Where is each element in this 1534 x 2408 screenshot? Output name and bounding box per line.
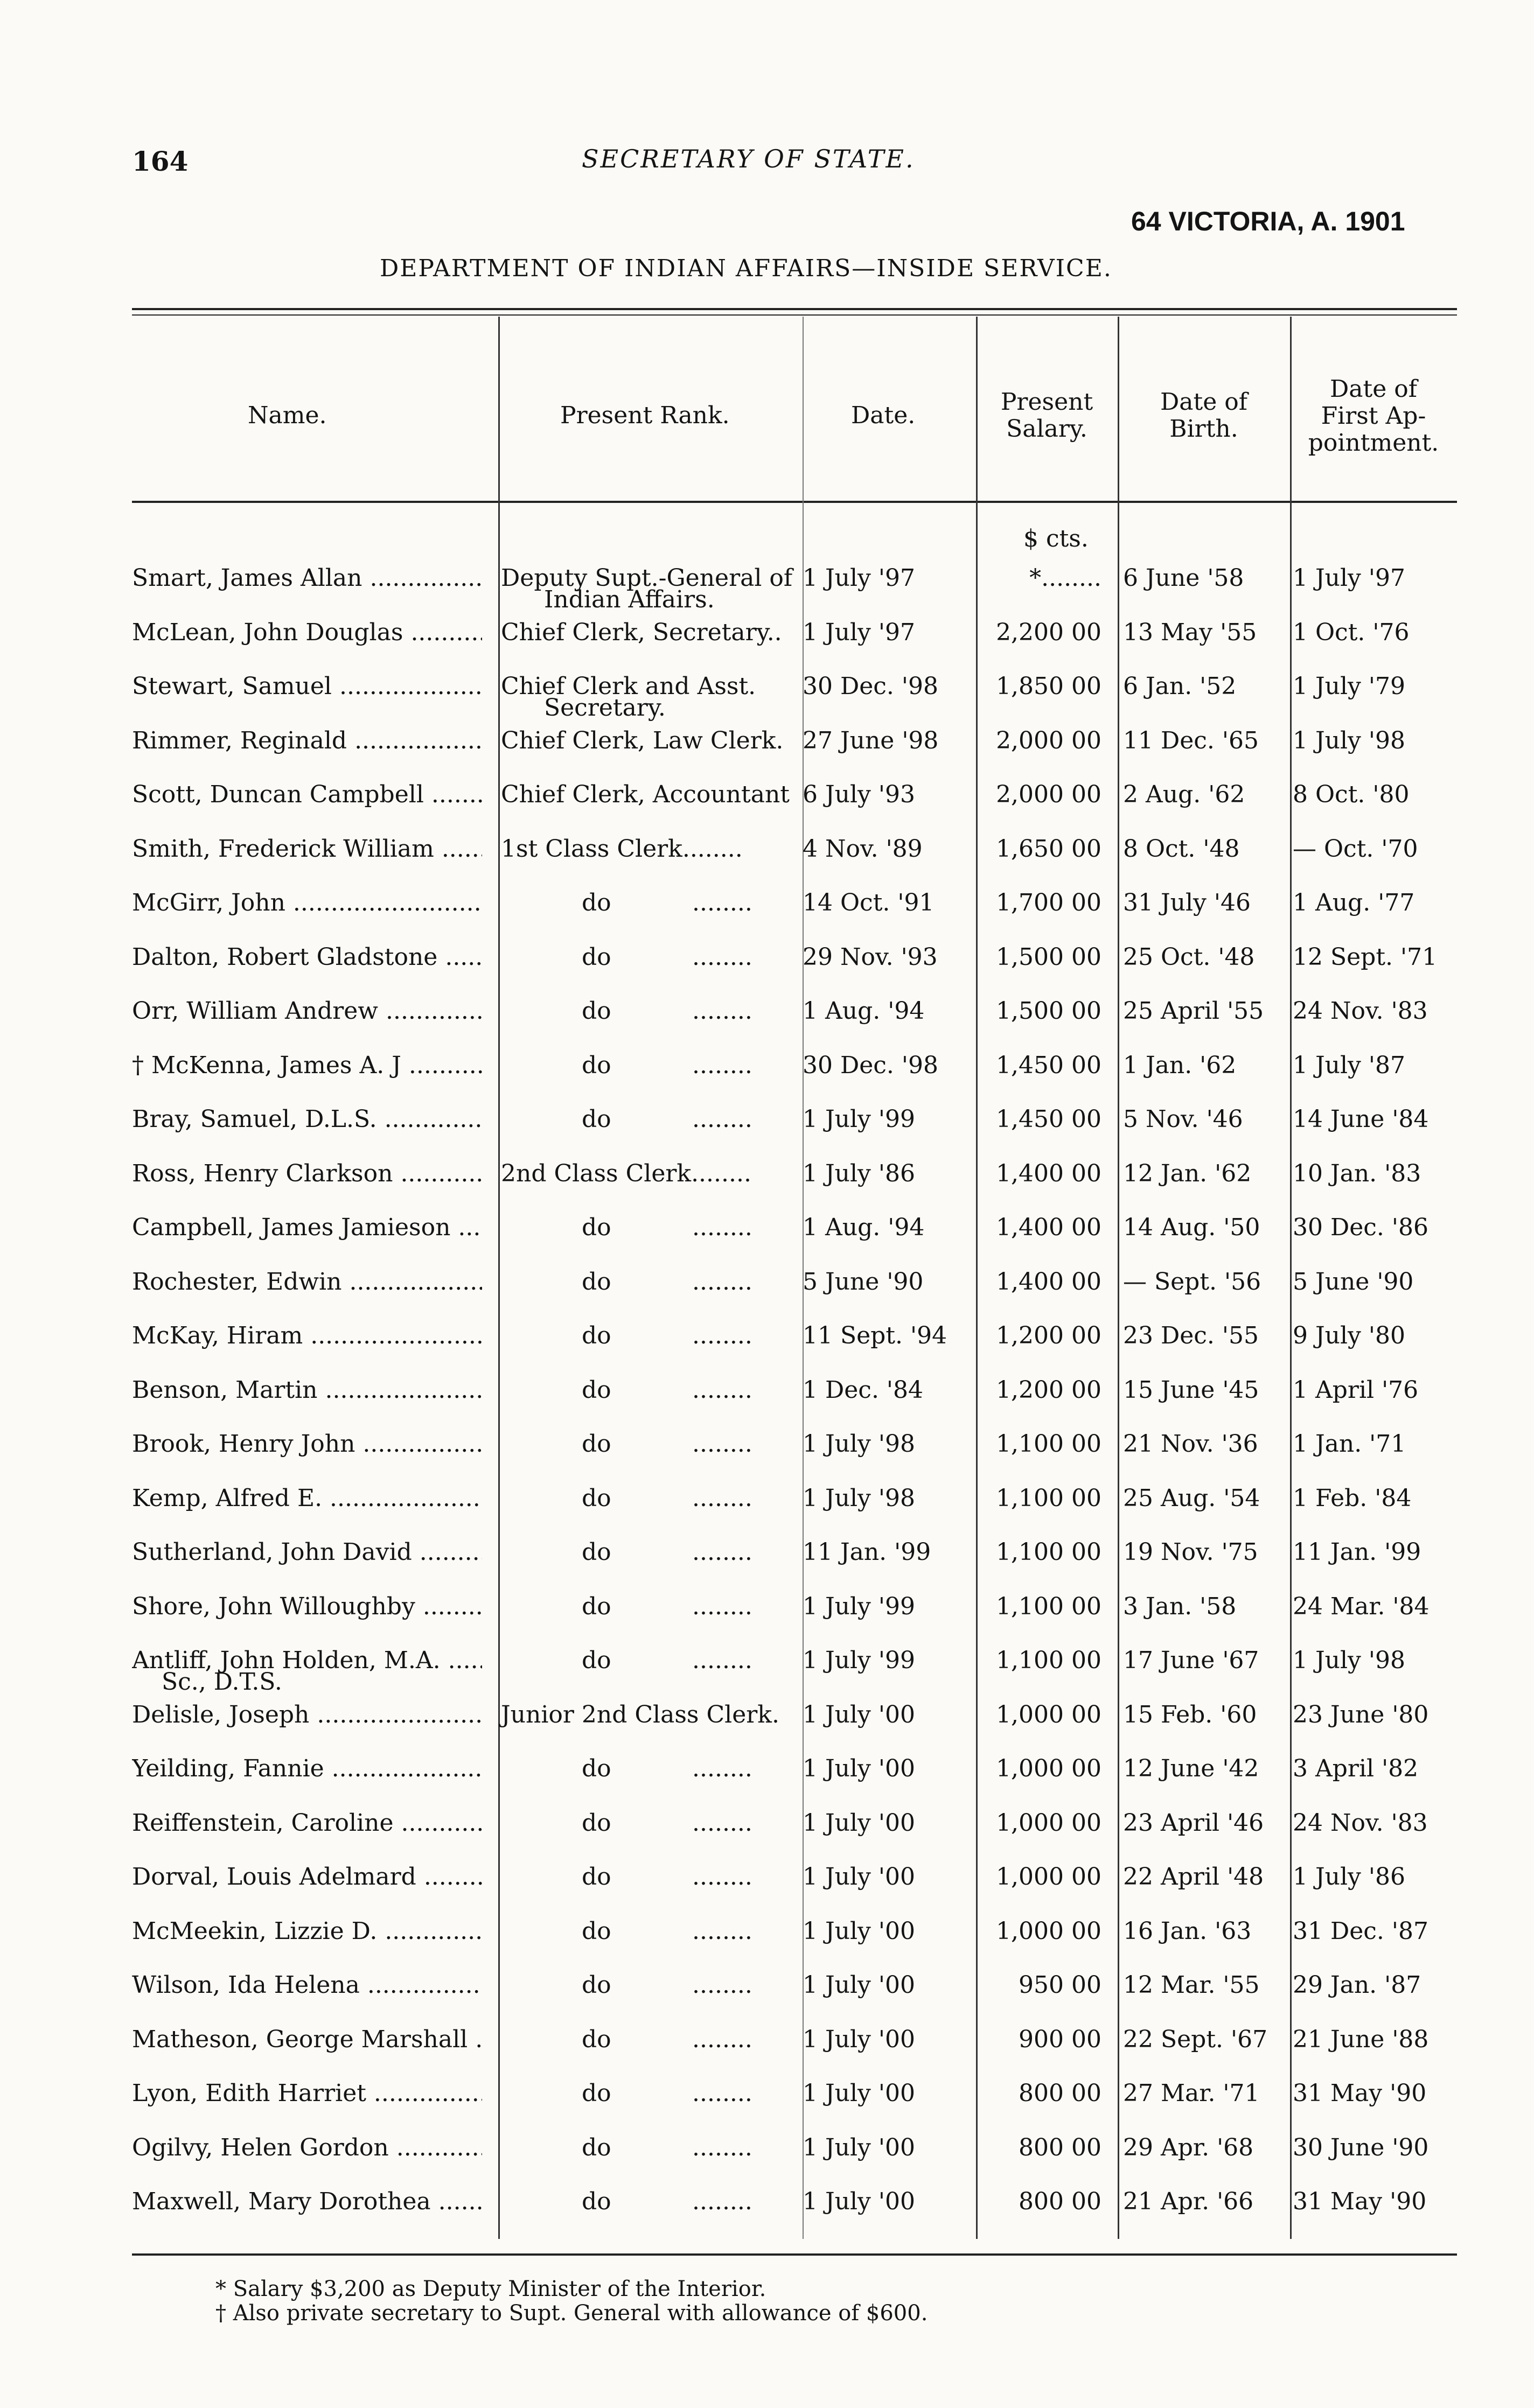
appointment-cell: 24 Nov. '83 — [1293, 1809, 1428, 1837]
birth-cell: 15 June '45 — [1123, 1376, 1259, 1404]
date-cell: 1 July '98 — [803, 1484, 915, 1512]
leader-dots: ........ — [692, 1214, 752, 1241]
birth-cell: 22 Sept. '67 — [1123, 2025, 1268, 2053]
leader-dots: ........ — [692, 889, 752, 916]
birth-cell: 5 Nov. '46 — [1123, 1105, 1243, 1133]
salary-cell: *........ — [1029, 564, 1101, 592]
salary-cell: 1,000 00 — [996, 1863, 1101, 1891]
salary-units: $ cts. — [1023, 525, 1089, 552]
name-cell: † McKenna, James A. J ..... — [132, 1052, 482, 1079]
appointment-cell: 24 Mar. '84 — [1293, 1592, 1430, 1620]
table-row — [0, 997, 1534, 1051]
birth-cell: 19 Nov. '75 — [1123, 1538, 1258, 1566]
birth-cell: 16 Jan. '63 — [1123, 1917, 1252, 1945]
date-cell: 1 July '00 — [803, 1755, 915, 1782]
table-row — [0, 619, 1534, 673]
date-cell: 1 July '00 — [803, 1917, 915, 1945]
rank-cell: do — [582, 1538, 611, 1566]
salary-cell: 1,000 00 — [996, 1755, 1101, 1782]
rank-cell: do — [582, 1809, 611, 1837]
leader-dots: ........ — [692, 1755, 752, 1782]
appointment-cell: 1 July '79 — [1293, 673, 1405, 700]
birth-cell: 29 Apr. '68 — [1123, 2133, 1254, 2161]
appointment-cell: 30 Dec. '86 — [1293, 1214, 1428, 1241]
leader-dots: ........ — [692, 1863, 752, 1891]
birth-cell: 25 April '55 — [1123, 997, 1264, 1025]
appointment-cell: 1 July '98 — [1293, 1647, 1405, 1674]
birth-cell: 27 Mar. '71 — [1123, 2080, 1260, 2107]
birth-cell: 31 July '46 — [1123, 889, 1251, 916]
rank-cell: do — [582, 943, 611, 971]
table-row — [0, 1160, 1534, 1214]
name-cell: Campbell, James Jamieson ..... — [132, 1214, 482, 1241]
appointment-cell: 31 May '90 — [1293, 2080, 1427, 2107]
leader-dots: ........ — [692, 1430, 752, 1458]
rank-cell: do — [582, 1484, 611, 1512]
table-row — [0, 564, 1534, 618]
name-cell: Orr, William Andrew ..... — [132, 997, 482, 1025]
date-cell: 1 July '99 — [803, 1592, 915, 1620]
name-cell: Smart, James Allan ..... — [132, 564, 482, 592]
table-row — [0, 835, 1534, 889]
appointment-cell: 3 April '82 — [1293, 1755, 1419, 1782]
salary-cell: 1,500 00 — [996, 997, 1101, 1025]
rank-cell: Chief Clerk, Law Clerk. — [501, 726, 784, 754]
birth-cell: 25 Aug. '54 — [1123, 1484, 1260, 1512]
table-row — [0, 943, 1534, 997]
salary-cell: 800 00 — [1019, 2133, 1101, 2161]
name-cell: McLean, John Douglas ..... — [132, 619, 482, 646]
header-appointment-line-1: Date of — [1330, 375, 1417, 403]
leader-dots: ........ — [692, 1322, 752, 1349]
header-name: Name. — [248, 402, 327, 429]
date-cell: 1 July '97 — [803, 564, 915, 592]
date-cell: 1 July '99 — [803, 1105, 915, 1133]
table-row — [0, 1430, 1534, 1484]
table-row — [0, 1052, 1534, 1105]
date-cell: 5 June '90 — [803, 1268, 924, 1296]
rank-cell: do — [582, 1971, 611, 1999]
date-cell: 1 July '00 — [803, 1971, 915, 1999]
table-row — [0, 1322, 1534, 1376]
rank-cell: 2nd Class Clerk........ — [501, 1159, 751, 1187]
birth-cell: — Sept. '56 — [1123, 1268, 1261, 1296]
name-cell: Delisle, Joseph ..... — [132, 1701, 482, 1728]
appointment-cell: 9 July '80 — [1293, 1322, 1405, 1349]
name-cell: Reiffenstein, Caroline ..... — [132, 1809, 482, 1837]
salary-cell: 1,450 00 — [996, 1051, 1101, 1079]
name-cell: Stewart, Samuel ..... — [132, 673, 482, 700]
birth-cell: 6 Jan. '52 — [1123, 673, 1237, 700]
name-cell: Sutherland, John David ..... — [132, 1538, 482, 1566]
birth-cell: 21 Nov. '36 — [1123, 1430, 1258, 1458]
rank-cell: do — [582, 1214, 611, 1241]
date-cell: 1 Aug. '94 — [803, 1214, 925, 1241]
appointment-cell: — Oct. '70 — [1293, 835, 1418, 863]
date-cell: 30 Dec. '98 — [803, 673, 938, 700]
leader-dots: ........ — [692, 1647, 752, 1674]
rank-cell: do — [582, 1863, 611, 1891]
table-row — [0, 727, 1534, 781]
leader-dots: ........ — [692, 1917, 752, 1945]
name-cell-continued: Sc., D.T.S. — [162, 1668, 282, 1696]
date-cell: 1 July '00 — [803, 2133, 915, 2161]
date-cell: 1 July '99 — [803, 1647, 915, 1674]
date-cell: 1 July '86 — [803, 1159, 915, 1187]
appointment-cell: 1 Feb. '84 — [1293, 1484, 1412, 1512]
rank-cell: do — [582, 2025, 611, 2053]
leader-dots: ........ — [692, 1376, 752, 1404]
table-row — [0, 2026, 1534, 2080]
date-cell: 6 July '93 — [803, 781, 915, 808]
leader-dots: ........ — [692, 2080, 752, 2107]
salary-cell: 1,400 00 — [996, 1268, 1101, 1296]
salary-cell: 1,000 00 — [996, 1809, 1101, 1837]
name-cell: Shore, John Willoughby ..... — [132, 1593, 482, 1620]
header-salary — [976, 389, 1118, 443]
rank-cell: do — [582, 1376, 611, 1404]
name-cell: Yeilding, Fannie ..... — [132, 1755, 482, 1782]
date-cell: 1 Aug. '94 — [803, 997, 925, 1025]
rank-cell: do — [582, 2133, 611, 2161]
rank-cell-continued: Indian Affairs. — [544, 586, 715, 613]
header-appointment-line-2: First Ap- — [1321, 402, 1426, 430]
leader-dots: ........ — [692, 1105, 752, 1133]
table-row — [0, 1376, 1534, 1430]
rank-cell: do — [582, 1051, 611, 1079]
rank-cell: Chief Clerk, Secretary.. — [501, 618, 782, 646]
date-cell: 1 July '00 — [803, 1809, 915, 1837]
rank-cell: do — [582, 1268, 611, 1296]
rank-cell: do — [582, 1430, 611, 1458]
appointment-cell: 11 Jan. '99 — [1293, 1538, 1421, 1566]
appointment-cell: 5 June '90 — [1293, 1268, 1414, 1296]
date-cell: 1 July '98 — [803, 1430, 915, 1458]
birth-cell: 8 Oct. '48 — [1123, 835, 1240, 863]
name-cell: Dorval, Louis Adelmard ..... — [132, 1863, 482, 1891]
date-cell: 11 Jan. '99 — [803, 1538, 931, 1566]
salary-cell: 1,100 00 — [996, 1647, 1101, 1674]
name-cell: Antliff, John Holden, M.A. ..... — [132, 1647, 482, 1674]
name-cell: McKay, Hiram ..... — [132, 1322, 482, 1349]
appointment-cell: 1 Jan. '71 — [1293, 1430, 1406, 1458]
appointment-cell: 24 Nov. '83 — [1293, 997, 1428, 1025]
table-row — [0, 1971, 1534, 2025]
rank-cell: do — [582, 1755, 611, 1782]
appointment-cell: 31 May '90 — [1293, 2188, 1427, 2215]
name-cell: Rochester, Edwin ..... — [132, 1268, 482, 1296]
salary-cell: 2,200 00 — [996, 618, 1101, 646]
table-row — [0, 1105, 1534, 1159]
page-number: 164 — [132, 145, 189, 177]
salary-cell: 1,850 00 — [996, 673, 1101, 700]
rank-cell: do — [582, 997, 611, 1025]
leader-dots: ........ — [692, 2188, 752, 2215]
leader-dots: ........ — [692, 1268, 752, 1296]
appointment-cell: 10 Jan. '83 — [1293, 1159, 1421, 1187]
salary-cell: 2,000 00 — [996, 781, 1101, 808]
header-rule — [132, 501, 1457, 503]
birth-cell: 15 Feb. '60 — [1123, 1700, 1257, 1728]
header-appointment — [1290, 376, 1457, 457]
name-cell: Wilson, Ida Helena ..... — [132, 1971, 482, 1999]
rank-cell: 1st Class Clerk........ — [501, 835, 743, 863]
header-birth — [1118, 389, 1290, 443]
date-cell: 1 Dec. '84 — [803, 1376, 923, 1404]
salary-cell: 1,100 00 — [996, 1538, 1101, 1566]
appointment-cell: 29 Jan. '87 — [1293, 1971, 1421, 1999]
rank-cell: Deputy Supt.-General of — [501, 564, 793, 592]
name-cell: McMeekin, Lizzie D. ..... — [132, 1917, 482, 1945]
name-cell: Kemp, Alfred E. ..... — [132, 1485, 482, 1512]
leader-dots: ........ — [692, 943, 752, 971]
rank-cell: do — [582, 2080, 611, 2107]
header-birth-line-1: Date of — [1160, 388, 1247, 416]
birth-cell: 14 Aug. '50 — [1123, 1214, 1260, 1241]
table-row — [0, 1701, 1534, 1755]
table-row — [0, 1538, 1534, 1592]
leader-dots: ........ — [692, 1592, 752, 1620]
leader-dots: ........ — [692, 1971, 752, 1999]
rank-cell: Junior 2nd Class Clerk. — [501, 1700, 779, 1728]
name-cell: Maxwell, Mary Dorothea ..... — [132, 2188, 482, 2215]
header-date: Date. — [851, 402, 916, 429]
header-appointment-line-3: pointment. — [1308, 429, 1439, 457]
table-row — [0, 2080, 1534, 2133]
rank-cell: do — [582, 1105, 611, 1133]
table-row — [0, 2134, 1534, 2188]
appointment-cell: 1 July '87 — [1293, 1051, 1405, 1079]
date-cell: 1 July '00 — [803, 2025, 915, 2053]
appointment-cell: 30 June '90 — [1293, 2133, 1429, 2161]
header-rank: Present Rank. — [560, 402, 730, 429]
name-cell: Ogilvy, Helen Gordon ..... — [132, 2134, 482, 2161]
birth-cell: 25 Oct. '48 — [1123, 943, 1255, 971]
appointment-cell: 1 Oct. '76 — [1293, 618, 1410, 646]
date-cell: 14 Oct. '91 — [803, 889, 935, 916]
table-row — [0, 1755, 1534, 1809]
rank-cell: do — [582, 889, 611, 916]
salary-cell: 1,650 00 — [996, 835, 1101, 863]
leader-dots: ........ — [692, 1538, 752, 1566]
leader-dots: ........ — [692, 2025, 752, 2053]
birth-cell: 12 June '42 — [1123, 1755, 1259, 1782]
rank-cell: Chief Clerk, Accountant — [501, 781, 790, 808]
salary-cell: 800 00 — [1019, 2080, 1101, 2107]
birth-cell: 6 June '58 — [1123, 564, 1244, 592]
salary-cell: 1,000 00 — [996, 1700, 1101, 1728]
date-cell: 29 Nov. '93 — [803, 943, 938, 971]
salary-cell: 1,450 00 — [996, 1105, 1101, 1133]
birth-cell: 23 April '46 — [1123, 1809, 1264, 1837]
name-cell: Lyon, Edith Harriet ..... — [132, 2080, 482, 2107]
name-cell: Rimmer, Reginald ..... — [132, 727, 482, 754]
table-row — [0, 673, 1534, 726]
birth-cell: 11 Dec. '65 — [1123, 726, 1259, 754]
appointment-cell: 14 June '84 — [1293, 1105, 1429, 1133]
name-cell: Ross, Henry Clarkson ..... — [132, 1160, 482, 1187]
top-rule-thin — [132, 314, 1457, 316]
date-cell: 1 July '00 — [803, 2080, 915, 2107]
name-cell: Scott, Duncan Campbell ..... — [132, 781, 482, 808]
salary-cell: 1,200 00 — [996, 1322, 1101, 1349]
rank-cell: do — [582, 1322, 611, 1349]
appointment-cell: 1 Aug. '77 — [1293, 889, 1415, 916]
session-label: 64 VICTORIA, A. 1901 — [1131, 206, 1405, 236]
name-cell: Bray, Samuel, D.L.S. ..... — [132, 1105, 482, 1133]
footnote-dagger: † Also private secretary to Supt. General with allowance of $600. — [215, 2301, 928, 2326]
date-cell: 1 July '00 — [803, 1863, 915, 1891]
salary-cell: 1,100 00 — [996, 1592, 1101, 1620]
date-cell: 30 Dec. '98 — [803, 1051, 938, 1079]
appointment-cell: 1 April '76 — [1293, 1376, 1419, 1404]
date-cell: 4 Nov. '89 — [803, 835, 923, 863]
salary-cell: 950 00 — [1019, 1971, 1101, 1999]
table-row — [0, 1214, 1534, 1268]
department-title: DEPARTMENT OF INDIAN AFFAIRS—INSIDE SERVICE. — [380, 255, 1112, 282]
salary-cell: 900 00 — [1019, 2025, 1101, 2053]
rank-cell: do — [582, 2188, 611, 2215]
leader-dots: ........ — [692, 1484, 752, 1512]
birth-cell: 1 Jan. '62 — [1123, 1051, 1237, 1079]
table-row — [0, 889, 1534, 943]
date-cell: 1 July '97 — [803, 618, 915, 646]
birth-cell: 23 Dec. '55 — [1123, 1322, 1259, 1349]
table-row — [0, 1268, 1534, 1322]
table-row — [0, 781, 1534, 835]
table-row — [0, 1809, 1534, 1863]
salary-cell: 2,000 00 — [996, 726, 1101, 754]
birth-cell: 12 Mar. '55 — [1123, 1971, 1260, 1999]
birth-cell: 17 June '67 — [1123, 1647, 1259, 1674]
name-cell: Dalton, Robert Gladstone ..... — [132, 943, 482, 971]
birth-cell: 12 Jan. '62 — [1123, 1159, 1252, 1187]
table-row — [0, 1863, 1534, 1917]
appointment-cell: 12 Sept. '71 — [1293, 943, 1438, 971]
table-row — [0, 1485, 1534, 1538]
date-cell: 11 Sept. '94 — [803, 1322, 947, 1349]
leader-dots: ........ — [692, 1809, 752, 1837]
rank-cell: Chief Clerk and Asst. — [501, 673, 756, 700]
salary-cell: 1,100 00 — [996, 1430, 1101, 1458]
name-cell: Benson, Martin ..... — [132, 1376, 482, 1404]
birth-cell: 21 Apr. '66 — [1123, 2188, 1254, 2215]
salary-cell: 1,700 00 — [996, 889, 1101, 916]
header-salary-line-1: Present — [1000, 388, 1093, 416]
salary-cell: 1,200 00 — [996, 1376, 1101, 1404]
salary-cell: 1,000 00 — [996, 1917, 1101, 1945]
date-cell: 1 July '00 — [803, 1700, 915, 1728]
header-salary-line-2: Salary. — [1006, 415, 1087, 443]
appointment-cell: 31 Dec. '87 — [1293, 1917, 1428, 1945]
table-row — [0, 2188, 1534, 2242]
rank-cell: do — [582, 1592, 611, 1620]
birth-cell: 2 Aug. '62 — [1123, 781, 1245, 808]
salary-cell: 1,500 00 — [996, 943, 1101, 971]
rank-cell: do — [582, 1647, 611, 1674]
salary-cell: 800 00 — [1019, 2188, 1101, 2215]
appointment-cell: 1 July '97 — [1293, 564, 1405, 592]
table-row — [0, 1593, 1534, 1647]
name-cell: Smith, Frederick William ..... — [132, 835, 482, 863]
rank-cell: do — [582, 1917, 611, 1945]
appointment-cell: 21 June '88 — [1293, 2025, 1429, 2053]
leader-dots: ........ — [692, 997, 752, 1025]
date-cell: 27 June '98 — [803, 726, 939, 754]
salary-cell: 1,100 00 — [996, 1484, 1101, 1512]
appointment-cell: 8 Oct. '80 — [1293, 781, 1410, 808]
bottom-rule — [132, 2253, 1457, 2256]
running-head: SECRETARY OF STATE. — [582, 144, 915, 173]
appointment-cell: 1 July '86 — [1293, 1863, 1405, 1891]
salary-cell: 1,400 00 — [996, 1214, 1101, 1241]
footnote-asterisk: * Salary $3,200 as Deputy Minister of the Interior. — [215, 2277, 766, 2301]
rank-cell-continued: Secretary. — [544, 694, 666, 722]
name-cell: Brook, Henry John ..... — [132, 1430, 482, 1458]
birth-cell: 22 April '48 — [1123, 1863, 1264, 1891]
table-row — [0, 1647, 1534, 1700]
birth-cell: 3 Jan. '58 — [1123, 1592, 1237, 1620]
date-cell: 1 July '00 — [803, 2188, 915, 2215]
name-cell: McGirr, John ..... — [132, 889, 482, 916]
top-rule — [132, 308, 1457, 310]
salary-cell: 1,400 00 — [996, 1159, 1101, 1187]
table-row — [0, 1917, 1534, 1971]
appointment-cell: 1 July '98 — [1293, 726, 1405, 754]
leader-dots: ........ — [692, 2133, 752, 2161]
leader-dots: ........ — [692, 1051, 752, 1079]
name-cell: Matheson, George Marshall ..... — [132, 2026, 482, 2053]
appointment-cell: 23 June '80 — [1293, 1700, 1429, 1728]
birth-cell: 13 May '55 — [1123, 618, 1257, 646]
header-birth-line-2: Birth. — [1169, 415, 1238, 443]
